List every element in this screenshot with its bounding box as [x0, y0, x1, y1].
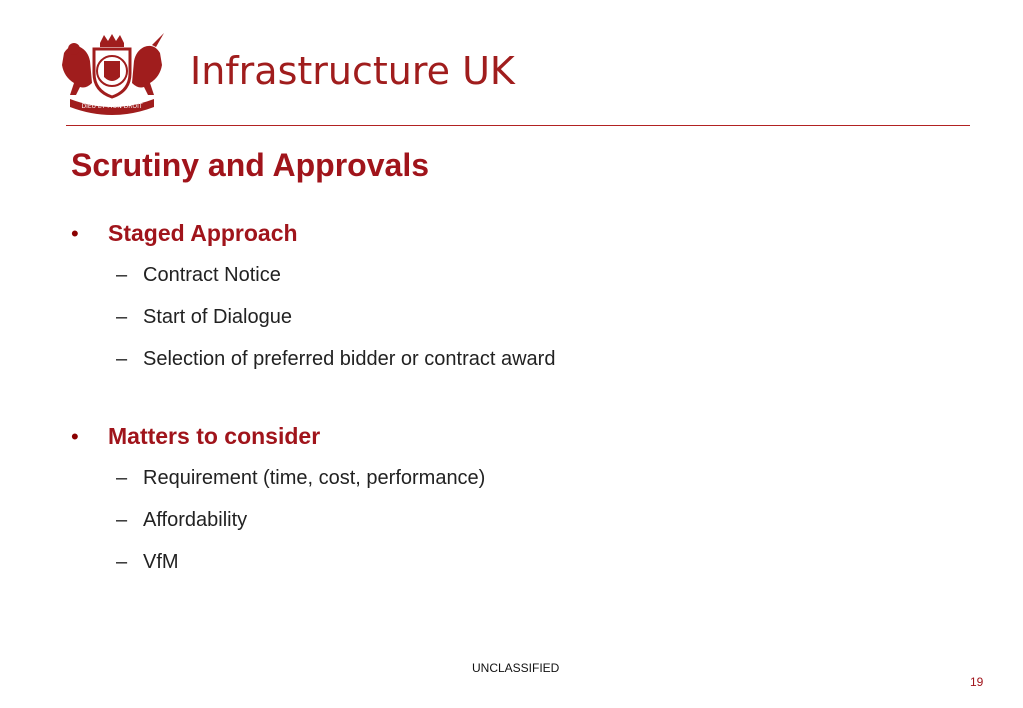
list-item — [116, 306, 555, 348]
svg-text:DIEU ET MON DROIT: DIEU ET MON DROIT — [81, 103, 143, 110]
royal-coat-of-arms-icon — [56, 33, 168, 117]
list-item — [116, 348, 555, 390]
dash-icon: – — [116, 348, 128, 370]
list-item-text: Affordability — [143, 509, 248, 531]
list-item-text: Contract Notice — [143, 264, 281, 286]
list-item — [116, 551, 485, 593]
list-item — [116, 264, 555, 306]
bullet-icon: • — [71, 221, 79, 246]
list-item-text: Requirement (time, cost, performance) — [143, 467, 486, 489]
section-staged-approach — [71, 220, 555, 390]
list-item-text: Start of Dialogue — [143, 306, 292, 328]
section-heading: Staged Approach — [108, 220, 298, 246]
page-number: 19 — [970, 675, 984, 689]
list-item — [116, 467, 485, 509]
org-name: Infrastructure UK — [190, 49, 515, 93]
bullet-icon: • — [71, 424, 79, 449]
section-heading: Matters to consider — [108, 423, 321, 449]
dash-icon: – — [116, 551, 128, 573]
list-item-text: VfM — [143, 551, 179, 573]
dash-icon: – — [116, 509, 128, 531]
dash-icon: – — [116, 306, 128, 328]
header-divider — [66, 125, 970, 126]
classification-label: UNCLASSIFIED — [472, 661, 560, 675]
dash-icon: – — [116, 467, 128, 489]
section-matters-to-consider — [71, 423, 485, 593]
dash-icon: – — [116, 264, 128, 286]
list-item-text: Selection of preferred bidder or contract award — [143, 348, 556, 370]
page-title: Scrutiny and Approvals — [71, 147, 429, 183]
list-item — [116, 509, 485, 551]
